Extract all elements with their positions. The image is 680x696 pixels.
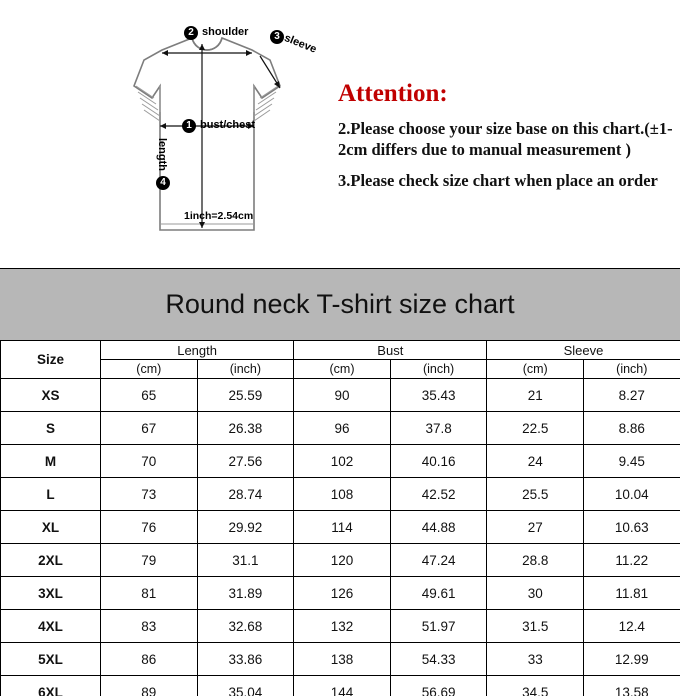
cell-length-inch: 31.89	[197, 577, 294, 610]
table-row	[1, 379, 680, 412]
cell-bust-cm: 126	[294, 577, 391, 610]
cell-bust-cm: 90	[294, 379, 391, 412]
cell-size: XL	[1, 511, 101, 544]
cell-length-cm: 65	[101, 379, 198, 412]
attention-line-2: 3.Please check size chart when place an order	[338, 170, 658, 190]
table-unit-header-row	[1, 360, 680, 379]
cell-bust-cm: 114	[294, 511, 391, 544]
cell-bust-inch: 37.8	[390, 412, 487, 445]
top-illustration-area	[0, 0, 680, 268]
header-sleeve: Sleeve	[487, 341, 680, 360]
cell-sleeve-inch: 13.58	[584, 676, 680, 696]
bust-label: bust/chest	[200, 119, 256, 131]
page-title: Round neck T-shirt size chart	[165, 289, 515, 319]
cell-size: 3XL	[1, 577, 101, 610]
cell-sleeve-inch: 10.04	[584, 478, 680, 511]
cell-bust-inch: 56.69	[390, 676, 487, 696]
cell-length-cm: 67	[101, 412, 198, 445]
cell-length-inch: 35.04	[197, 676, 294, 696]
table-row	[1, 445, 680, 478]
length-arrow-top	[199, 44, 205, 50]
cell-sleeve-cm: 31.5	[487, 610, 584, 643]
cell-sleeve-cm: 34.5	[487, 676, 584, 696]
table-row	[1, 544, 680, 577]
table-row	[1, 577, 680, 610]
table-group-header-row	[1, 341, 680, 360]
chart-title-band	[0, 268, 680, 340]
cell-sleeve-cm: 22.5	[487, 412, 584, 445]
cell-sleeve-cm: 21	[487, 379, 584, 412]
cell-bust-inch: 51.97	[390, 610, 487, 643]
header-size: Size	[1, 341, 101, 379]
cell-bust-inch: 40.16	[390, 445, 487, 478]
table-row	[1, 610, 680, 643]
attention-title: Attention:	[338, 80, 448, 107]
cell-length-cm: 83	[101, 610, 198, 643]
table-row	[1, 643, 680, 676]
cell-bust-inch: 54.33	[390, 643, 487, 676]
cell-bust-cm: 96	[294, 412, 391, 445]
cell-size: S	[1, 412, 101, 445]
cell-size: 2XL	[1, 544, 101, 577]
cell-bust-inch: 49.61	[390, 577, 487, 610]
cell-bust-cm: 102	[294, 445, 391, 478]
shirt-outline	[134, 38, 280, 230]
unit-length-cm: (cm)	[101, 360, 198, 379]
cell-sleeve-inch: 11.22	[584, 544, 680, 577]
cell-size: 4XL	[1, 610, 101, 643]
cell-length-inch: 33.86	[197, 643, 294, 676]
table-row	[1, 412, 680, 445]
cell-length-inch: 26.38	[197, 412, 294, 445]
cell-bust-cm: 132	[294, 610, 391, 643]
cell-size: 6XL	[1, 676, 101, 696]
cell-length-cm: 70	[101, 445, 198, 478]
shoulder-bullet: 2	[184, 26, 198, 40]
inch-conversion-note: 1inch=2.54cm	[184, 210, 254, 222]
cell-size: M	[1, 445, 101, 478]
table-row	[1, 676, 680, 696]
cell-size: XS	[1, 379, 101, 412]
cell-length-cm: 73	[101, 478, 198, 511]
bust-bullet: 1	[182, 119, 196, 133]
length-bullet: 4	[156, 176, 170, 190]
cell-sleeve-inch: 8.27	[584, 379, 680, 412]
cell-length-cm: 81	[101, 577, 198, 610]
cell-size: L	[1, 478, 101, 511]
cell-bust-cm: 138	[294, 643, 391, 676]
cell-sleeve-inch: 11.81	[584, 577, 680, 610]
table-row	[1, 511, 680, 544]
tshirt-svg	[74, 14, 340, 264]
cell-length-inch: 28.74	[197, 478, 294, 511]
length-label: length	[156, 138, 168, 171]
cell-sleeve-cm: 24	[487, 445, 584, 478]
cell-sleeve-cm: 25.5	[487, 478, 584, 511]
cell-length-cm: 76	[101, 511, 198, 544]
cell-bust-inch: 44.88	[390, 511, 487, 544]
cell-sleeve-inch: 8.86	[584, 412, 680, 445]
unit-sleeve-cm: (cm)	[487, 360, 584, 379]
attention-block	[338, 80, 674, 200]
tshirt-diagram	[74, 14, 340, 264]
cell-sleeve-inch: 12.99	[584, 643, 680, 676]
sleeve-bullet: 3	[270, 30, 284, 44]
cell-sleeve-cm: 27	[487, 511, 584, 544]
cell-bust-inch: 35.43	[390, 379, 487, 412]
cell-length-cm: 89	[101, 676, 198, 696]
unit-bust-cm: (cm)	[294, 360, 391, 379]
cell-bust-cm: 108	[294, 478, 391, 511]
cell-length-inch: 31.1	[197, 544, 294, 577]
sleeve-label: sleeve	[282, 32, 319, 56]
cell-bust-inch: 42.52	[390, 478, 487, 511]
size-chart-table	[0, 340, 680, 696]
cell-sleeve-inch: 9.45	[584, 445, 680, 478]
attention-line-1: 2.Please choose your size base on this chart.(±1-2cm differs due to manual measurement )	[338, 119, 673, 160]
unit-bust-inch: (inch)	[390, 360, 487, 379]
unit-sleeve-inch: (inch)	[584, 360, 680, 379]
cell-sleeve-inch: 10.63	[584, 511, 680, 544]
header-length: Length	[101, 341, 294, 360]
cell-sleeve-cm: 30	[487, 577, 584, 610]
cell-size: 5XL	[1, 643, 101, 676]
cell-length-cm: 86	[101, 643, 198, 676]
cell-length-inch: 25.59	[197, 379, 294, 412]
cell-length-inch: 32.68	[197, 610, 294, 643]
cell-sleeve-inch: 12.4	[584, 610, 680, 643]
unit-length-inch: (inch)	[197, 360, 294, 379]
cell-bust-cm: 120	[294, 544, 391, 577]
table-row	[1, 478, 680, 511]
cell-bust-inch: 47.24	[390, 544, 487, 577]
cell-sleeve-cm: 28.8	[487, 544, 584, 577]
shoulder-label: shoulder	[202, 26, 249, 38]
cell-sleeve-cm: 33	[487, 643, 584, 676]
cell-length-inch: 27.56	[197, 445, 294, 478]
cell-length-cm: 79	[101, 544, 198, 577]
cell-length-inch: 29.92	[197, 511, 294, 544]
cell-bust-cm: 144	[294, 676, 391, 696]
header-bust: Bust	[294, 341, 487, 360]
table-body	[1, 379, 680, 696]
